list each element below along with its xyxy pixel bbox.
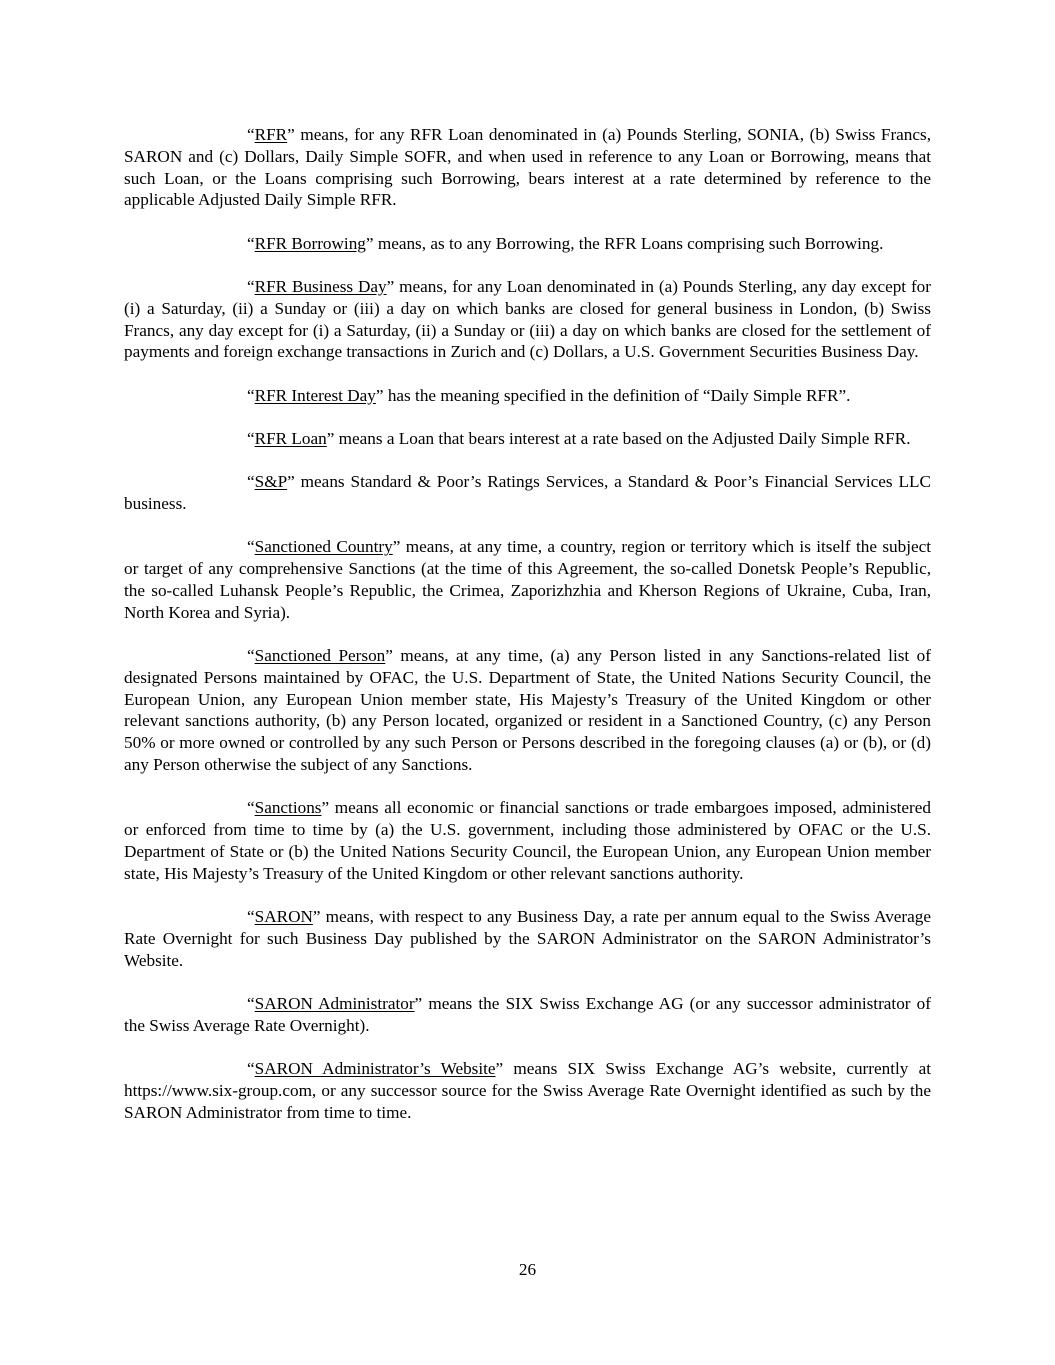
definition-text: ” means all economic or financial sanctions or trade embargoes imposed, administered or enforced from time to time by (a) the U.S. government, including those administered by OFAC or the U.S. Department of State or (b) the United Nations Security Council, the European Union, any European Union member state, His Majesty’s Treasury of the United Kingdom or other relevant sanctions authority. <box>124 798 931 883</box>
definition-rfr-loan <box>124 428 931 450</box>
definition-sanctioned-country <box>124 536 931 623</box>
definition-text: ” means, at any time, a country, region or territory which is itself the subject or target of any comprehensive Sanctions (at the time of this Agreement, the so-called Donetsk People’s Republic, the so-called Luhansk People’s Republic, the Crimea, Zaporizhzhia and Kherson Regions of Ukraine, Cuba, Iran, North Korea and Syria). <box>124 537 931 622</box>
definition-text: ” means Standard & Poor’s Ratings Services, a Standard & Poor’s Financial Services LLC business. <box>124 472 931 514</box>
defined-term: Sanctions <box>254 798 322 818</box>
open-quote: “ <box>247 646 255 666</box>
defined-term: SARON <box>254 907 313 927</box>
definition-s-and-p <box>124 471 931 515</box>
open-quote: “ <box>247 798 255 818</box>
page-number: 26 <box>518 1260 537 1279</box>
document-body <box>124 124 931 1145</box>
defined-term: S&P <box>254 472 288 492</box>
definition-sanctions <box>124 797 931 884</box>
open-quote: “ <box>247 907 255 927</box>
definition-text: ” has the meaning specified in the definition of “Daily Simple RFR”. <box>375 385 851 405</box>
open-quote: “ <box>247 537 255 557</box>
open-quote: “ <box>247 472 255 492</box>
open-quote: “ <box>247 1059 255 1078</box>
defined-term: Sanctioned Country <box>254 537 393 557</box>
open-quote: “ <box>247 993 255 1013</box>
defined-term: RFR Interest Day <box>254 385 376 405</box>
definition-text: ” means, for any RFR Loan denominated in (a) Pounds Sterling, SONIA, (b) Swiss Francs, SARON and (c) Dollars, Daily Simple SOFR, and when used in reference to any Loan or Borrowing, means that such Loan, or the Loans comprising such Borrowing, bears interest at a rate determined by reference to the applicable Adjusted Daily Simple RFR. <box>124 125 931 210</box>
definition-text: ” means SIX Swiss Exchange AG’s website, currently at https://www.six-group.com, or any successor source for the Swiss Average Rate Overnight identified as such by the SARON Administrator from time to time. <box>124 1059 931 1122</box>
open-quote: “ <box>247 233 255 253</box>
definition-text: ” means, with respect to any Business Day, a rate per annum equal to the Swiss Average Rate Overnight for such Business Day published by the SARON Administrator on the SARON Administrator’s Website. <box>124 907 931 970</box>
definition-text: ” means, for any Loan denominated in (a) Pounds Sterling, any day except for (i) a Saturday, (ii) a Sunday or (iii) a day on which banks are closed for general business in London, (b) Swiss Francs, any day except for (i) a Saturday, (ii) a Sunday or (iii) a day on which banks are closed for the settlement of payments and foreign exchange transactions in Zurich and (c) Dollars, a U.S. Government Securities Business Day. <box>124 276 931 362</box>
definition-rfr-borrowing <box>124 233 931 255</box>
defined-term: Sanctioned Person <box>254 646 386 666</box>
defined-term: RFR Loan <box>254 428 327 448</box>
defined-term: SARON Administrator <box>254 993 415 1013</box>
definition-rfr-interest-day <box>124 385 931 407</box>
open-quote: “ <box>247 276 255 296</box>
definition-text: ” means a Loan that bears interest at a rate based on the Adjusted Daily Simple RFR. <box>326 428 911 448</box>
definition-saron-administrator <box>124 993 931 1037</box>
defined-term: RFR Business Day <box>254 276 387 296</box>
definition-text: ” means, as to any Borrowing, the RFR Loans comprising such Borrowing. <box>365 233 884 253</box>
defined-term: SARON Administrator’s Website <box>254 1059 496 1078</box>
definition-saron <box>124 906 931 971</box>
definition-text: ” means, at any time, (a) any Person listed in any Sanctions-related list of designated Persons maintained by OFAC, the U.S. Department of State, the United Nations Security Council, the European Union, any European Union member state, His Majesty’s Treasury of the United Kingdom or other relevant sanctions authority, (b) any Person located, organized or resident in a Sanctioned Country, (c) any Person 50% or more owned or controlled by any such Person or Persons described in the foregoing clauses (a) or (b), or (d) any Person otherwise the subject of any Sanctions. <box>124 646 931 775</box>
defined-term: RFR Borrowing <box>254 233 366 253</box>
open-quote: “ <box>247 428 255 448</box>
open-quote: “ <box>247 385 255 405</box>
definition-sanctioned-person <box>124 645 931 776</box>
definition-saron-administrators-website <box>124 1058 931 1123</box>
defined-term: RFR <box>254 125 288 144</box>
definition-text: ” means the SIX Swiss Exchange AG (or any successor administrator of the Swiss Average Rate Overnight). <box>124 993 931 1035</box>
definition-rfr <box>124 124 931 211</box>
definition-rfr-business-day <box>124 276 931 363</box>
open-quote: “ <box>247 125 255 144</box>
